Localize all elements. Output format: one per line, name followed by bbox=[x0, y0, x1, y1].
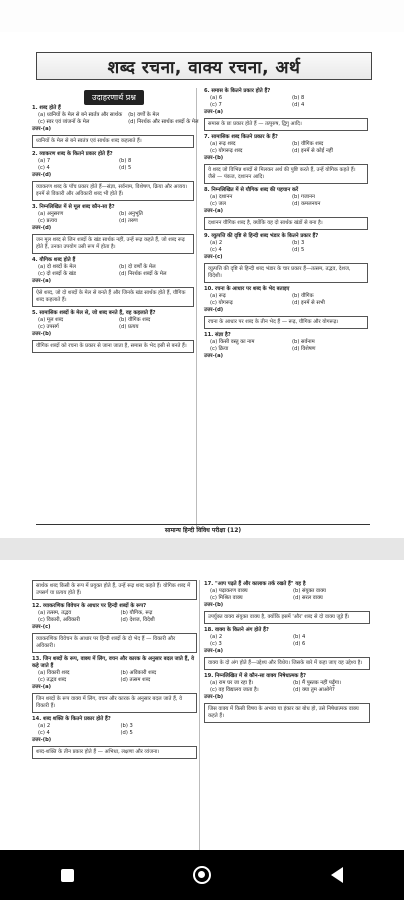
question-text: 18. वाक्य के कितने अंग होते हैं? bbox=[204, 627, 269, 633]
option: (c) विकारी, अविकारी bbox=[38, 617, 80, 623]
option: (b) यौगिक शब्द bbox=[119, 317, 151, 323]
answer-label: उत्तर-(a) bbox=[204, 353, 223, 359]
option: (b) यौगिक, रूढ़ bbox=[120, 610, 153, 616]
question-text: 3. निम्नलिखित में से मूल शब्द कौन-सा है? bbox=[32, 204, 115, 210]
option: (a) तत्सम, तद्भव bbox=[38, 610, 72, 616]
options bbox=[38, 112, 199, 126]
option: (d) 5 bbox=[120, 730, 133, 736]
recent-apps-button[interactable] bbox=[47, 855, 87, 895]
option: (a) 2 bbox=[210, 240, 223, 246]
explanation-box: रचना के आधार पर शब्द के तीन भेद हैं — रूढ़, यौगिक और योगरूढ़। bbox=[204, 316, 368, 329]
explanation-box: वाक्य के दो अंग होते हैं—उद्देश्य और विधेय। जिसके बारे में कहा जाए वह उद्देश्य है। bbox=[204, 657, 370, 670]
option: (d) सरल वाक्य bbox=[293, 595, 323, 601]
explanation-box: शब्द-शक्ति के तीन प्रकार होते हैं — अभिधा, लक्षणा और व्यंजना। bbox=[32, 746, 197, 759]
option: (c) योगरूढ़ bbox=[210, 300, 233, 306]
explanation-box: ये शब्द जो विभिन्न शब्दों से मिलकर अर्थ की पुष्टि करते हैं, उन्हें योगिक कहते हैं। जैसे — पंकज, दशानन आदि। bbox=[204, 164, 368, 184]
option: (b) दो वर्णों के मेल bbox=[119, 264, 156, 270]
explanation-box: समास के छः प्रकार होते हैं — तत्पुरुष, द्विगु आदि। bbox=[204, 118, 368, 131]
options bbox=[210, 95, 368, 109]
question-block bbox=[32, 310, 194, 353]
option: (a) अनुसरण bbox=[38, 211, 64, 217]
question-text: 2. व्याकरण शब्द के कितने प्रकार होते हैं? bbox=[32, 151, 113, 157]
answer-label: उत्तर-(c) bbox=[32, 624, 51, 630]
question-block bbox=[204, 332, 368, 360]
question-block bbox=[32, 656, 197, 713]
column-divider bbox=[199, 580, 200, 850]
answer-label: उत्तर-(c) bbox=[204, 254, 223, 260]
option: (a) किसी वस्तु का नाम bbox=[210, 339, 255, 345]
option: (c) दो शब्दों के खंड bbox=[38, 271, 76, 277]
options bbox=[210, 634, 370, 648]
option: (d) 5 bbox=[119, 165, 132, 171]
question-text: 6. समास के कितने प्रकार होते हैं? bbox=[204, 88, 271, 94]
option: (c) 4 bbox=[210, 247, 222, 253]
options bbox=[38, 610, 197, 624]
option: (a) 2 bbox=[38, 723, 51, 729]
options bbox=[38, 211, 194, 225]
question-text: 12. व्याकरणिक विवेचन के आधार पर हिन्दी शब्दों के रूप? bbox=[32, 603, 147, 609]
option: (d) 6 bbox=[293, 641, 306, 647]
option: (c) 3 bbox=[210, 641, 222, 647]
question-text: 17. "आप पढ़ते हैं और कालाक तर्क रखते हैं" यह है bbox=[204, 581, 306, 587]
left-column bbox=[32, 578, 197, 761]
page-title: शब्द रचना, वाक्य रचना, अर्थ bbox=[36, 52, 372, 80]
question-text: 4. यौगिक शब्द होते हैं bbox=[32, 257, 76, 263]
home-button[interactable] bbox=[182, 855, 222, 895]
answer-label: उत्तर-(d) bbox=[204, 307, 224, 313]
question-block bbox=[204, 286, 368, 329]
option: (c) उपसर्ग bbox=[38, 324, 59, 330]
back-button[interactable] bbox=[317, 855, 357, 895]
option: (b) 3 bbox=[292, 240, 305, 246]
answer-label: उत्तर-(a) bbox=[204, 109, 223, 115]
option: (b) 8 bbox=[292, 95, 305, 101]
option: (d) क्या तुम आओगे? bbox=[293, 687, 335, 693]
option: (d) देशज, विदेशी bbox=[120, 617, 155, 623]
option: (b) मैं पुस्तक नहीं पढ़ूँगा। bbox=[293, 680, 342, 686]
option: (c) जल bbox=[210, 201, 226, 207]
question-block bbox=[32, 716, 197, 759]
option: (b) संयुक्त वाक्य bbox=[293, 588, 326, 594]
answer-label: उत्तर-(b) bbox=[32, 737, 52, 743]
option: (b) यौगिक शब्द bbox=[292, 141, 324, 147]
question-block bbox=[204, 88, 368, 131]
option: (b) अनुभूति bbox=[119, 211, 143, 217]
question-block bbox=[32, 257, 194, 307]
option: (b) 8 bbox=[119, 158, 132, 164]
question-block bbox=[32, 603, 197, 653]
option: (a) मूल शब्द bbox=[38, 317, 64, 323]
option: (d) 4 bbox=[292, 102, 305, 108]
option: (c) तद्भव शब्द bbox=[38, 677, 67, 683]
option: (a) पढ़ाकरण वाक्य bbox=[210, 588, 248, 594]
option: (c) वह विद्यालय जाता है। bbox=[210, 687, 259, 693]
answer-label: उत्तर-(d) bbox=[32, 172, 52, 178]
options bbox=[38, 723, 197, 737]
option: (a) दशानन bbox=[210, 194, 233, 200]
question-block bbox=[204, 233, 368, 283]
question-block bbox=[32, 105, 199, 148]
options bbox=[210, 680, 370, 694]
option: (b) 4 bbox=[293, 634, 306, 640]
options bbox=[210, 194, 368, 208]
option: (c) 4 bbox=[38, 730, 50, 736]
status-bar bbox=[0, 0, 404, 32]
options bbox=[210, 339, 368, 353]
explanation-box: ऐसे शब्द, जो दो शब्दों के मेल से बनते हैं और जिनके खंड सार्थक होते हैं, यौगिक शब्द कहलाते हैं। bbox=[32, 287, 194, 307]
answer-label: उत्तर-(a) bbox=[204, 648, 223, 654]
option: (d) निरर्थक शब्दों के मेल bbox=[119, 271, 167, 277]
explanation-box: उपर्युक्त वाक्य संयुक्त वाक्य है, क्योंकि इसमें 'और' शब्द से दो वाक्य जुड़े हैं। bbox=[204, 611, 370, 624]
options bbox=[210, 141, 368, 155]
question-block bbox=[204, 134, 368, 184]
options bbox=[38, 158, 194, 172]
question-text: 13. जिन शब्दों के रूप, वाक्य में लिंग, वचन और कारक के अनुसार बदल जाते हैं, वे कहे जाते हैं bbox=[32, 656, 195, 669]
answer-label: उत्तर-(b) bbox=[204, 155, 224, 161]
explanation-box: व्युत्पत्ति की दृष्टि से हिन्दी शब्द भंडार के चार प्रकार हैं—तत्सम, तद्भव, देशज, विदेशी। bbox=[204, 263, 368, 283]
answer-label: उत्तर-(d) bbox=[32, 225, 52, 231]
answer-label: उत्तर-(a) bbox=[32, 684, 51, 690]
explanation-box: व्याकरण शब्द के पाँच प्रकार होते हैं—संज्ञा, सर्वनाम, विशेषण, क्रिया और अव्यय। इनमें से विकारी और अविकारी शब्द भी होते हैं। bbox=[32, 181, 194, 201]
book-page-2 bbox=[0, 560, 404, 850]
options bbox=[210, 588, 370, 602]
question-block bbox=[204, 581, 370, 624]
option: (d) निरर्थक और सार्थक शब्दों के मेल bbox=[128, 119, 199, 125]
option: (c) 4 bbox=[38, 165, 50, 171]
question-text: 7. सामासिक शब्द कितने प्रकार के हैं? bbox=[204, 134, 278, 140]
explanation-box: जन मूल शब्द से जिन शब्दों के खंड सार्थक नहीं, उन्हें रूढ़ कहते हैं, जो शब्द रूढ़ होते हैं, उनका उपयोग उसी रूप में होता है। bbox=[32, 234, 194, 254]
option: (a) दो शब्दों के मेल bbox=[38, 264, 76, 270]
answer-label: उत्तर-(a) bbox=[204, 208, 223, 214]
question-text: 8. निम्नलिखित में से यौगिक शब्द की पहचान करें bbox=[204, 187, 299, 193]
option: (c) योगरूढ़ शब्द bbox=[210, 148, 243, 154]
question-block bbox=[32, 204, 194, 254]
section-tag: उदाहरणार्थ प्रश्न bbox=[84, 90, 144, 105]
option: (b) सर्वनाम bbox=[292, 339, 315, 345]
options bbox=[38, 670, 197, 684]
option: (a) ध्वनियों के मेल से बने स्वर्तत्र और सार्थक bbox=[38, 112, 123, 118]
option: (c) क्रिया bbox=[210, 346, 229, 352]
answer-label: उत्तर-(a) bbox=[32, 278, 51, 284]
option: (d) प्रत्यय bbox=[119, 324, 139, 330]
explanation-box: सार्थक शब्द किसी के रूप में प्रयुक्त होते हैं, उन्हें रूढ़ शब्द कहते हैं। योगिक शब्द में उपसर्ग या प्रत्यय होते हैं। bbox=[32, 580, 197, 600]
option: (b) वर्णों के मेल bbox=[128, 112, 159, 118]
answer-label: उत्तर-(a) bbox=[32, 126, 51, 132]
question-text: 11. संज्ञा है? bbox=[204, 332, 231, 338]
option: (b) अविकारी शब्द bbox=[120, 670, 157, 676]
explanation-box: जिस वाक्य में किसी विषय के अभाव या इंकार का बोध हो, उसे निषेधात्मक वाक्य कहते हैं। bbox=[204, 703, 370, 723]
explanation-box: ध्वनियों के मेल से बने स्वतंत्र एवं सार्थक शब्द कहलाते हैं। bbox=[32, 135, 194, 148]
option: (a) विकारी शब्द bbox=[38, 670, 70, 676]
answer-label: उत्तर-(b) bbox=[204, 602, 224, 608]
question-block bbox=[204, 627, 370, 670]
column-divider bbox=[196, 88, 197, 528]
question-block bbox=[32, 580, 197, 600]
option: (a) 6 bbox=[210, 95, 223, 101]
question-text: 19. निम्नलिखित में से कौन-सा वाक्य निषेधात्मक है? bbox=[204, 673, 306, 679]
explanation-box: दशानन यौगिक शब्द है, क्योंकि यह दो सार्थक खंडों से बना है। bbox=[204, 217, 368, 230]
option: (d) इनमें से सभी bbox=[292, 300, 325, 306]
question-text: 5. सामासिक शब्दों के मेल से, जो शब्द बनते हैं, वह कहलाते हैं? bbox=[32, 310, 156, 316]
explanation-box: यौगिक शब्दों को रचना के प्रकार से जाना जाता है, समास के भेद इसी से बनते हैं। bbox=[32, 340, 194, 353]
square-icon bbox=[61, 869, 74, 882]
option: (d) 5 bbox=[292, 247, 305, 253]
option: (b) गजानन bbox=[292, 194, 315, 200]
explanation-box: जिन शब्दों के रूप वाक्य में लिंग, वचन और कारक के अनुसार बदल जाते हैं, वे विकारी हैं। bbox=[32, 693, 197, 713]
right-column bbox=[204, 578, 370, 725]
option: (a) 7 bbox=[38, 158, 51, 164]
explanation-box: व्याकरणिक विवेचन के आधार पर हिन्दी शब्दों के दो भेद हैं — विकारी और अविकारी। bbox=[32, 633, 197, 653]
question-text: 10. रचना के आधार पर शब्द के भेद बताइए bbox=[204, 286, 290, 292]
back-triangle-icon bbox=[331, 867, 343, 883]
home-circle-icon bbox=[193, 866, 211, 884]
answer-label: उत्तर-(b) bbox=[32, 331, 52, 337]
option: (c) स्वर एवं व्यंजनों के मेल bbox=[38, 119, 90, 125]
option: (b) यौगिक bbox=[292, 293, 314, 299]
options bbox=[210, 240, 368, 254]
question-text: 1. शब्द होते हैं bbox=[32, 105, 61, 111]
options bbox=[38, 317, 194, 331]
android-nav-bar bbox=[0, 850, 404, 900]
page-gap bbox=[0, 538, 404, 560]
option: (a) राम घर जा रहा है। bbox=[210, 680, 254, 686]
options bbox=[210, 293, 368, 307]
right-column bbox=[204, 85, 368, 360]
option: (d) इनमें से कोई नहीं bbox=[292, 148, 333, 154]
question-block bbox=[204, 673, 370, 723]
left-column bbox=[32, 102, 199, 355]
option: (c) 7 bbox=[210, 102, 222, 108]
question-block bbox=[32, 151, 194, 201]
option: (d) तरुण bbox=[119, 218, 138, 224]
option: (a) रूढ़ शब्द bbox=[210, 141, 236, 147]
option: (b) 3 bbox=[120, 723, 133, 729]
question-text: 9. व्युत्पत्ति की दृष्टि से हिन्दी शब्द भंडार के कितने प्रकार हैं? bbox=[204, 233, 319, 239]
option: (d) तत्सम शब्द bbox=[120, 677, 151, 683]
option: (a) 2 bbox=[210, 634, 223, 640]
answer-label: उत्तर-(b) bbox=[204, 694, 224, 700]
option: (c) मिश्रित वाक्य bbox=[210, 595, 243, 601]
book-page-1 bbox=[0, 32, 404, 538]
options bbox=[38, 264, 194, 278]
option: (c) प्रत्यय bbox=[38, 218, 58, 224]
option: (d) विशेषण bbox=[292, 346, 316, 352]
question-text: 14. शब्द शक्ति के कितने प्रकार होते हैं? bbox=[32, 716, 111, 722]
page-footer: सामान्य हिन्दी विविध परीक्षा (12) bbox=[36, 524, 370, 534]
option: (a) रूढ़ bbox=[210, 293, 226, 299]
option: (d) कमलनयन bbox=[292, 201, 321, 207]
question-block bbox=[204, 187, 368, 230]
